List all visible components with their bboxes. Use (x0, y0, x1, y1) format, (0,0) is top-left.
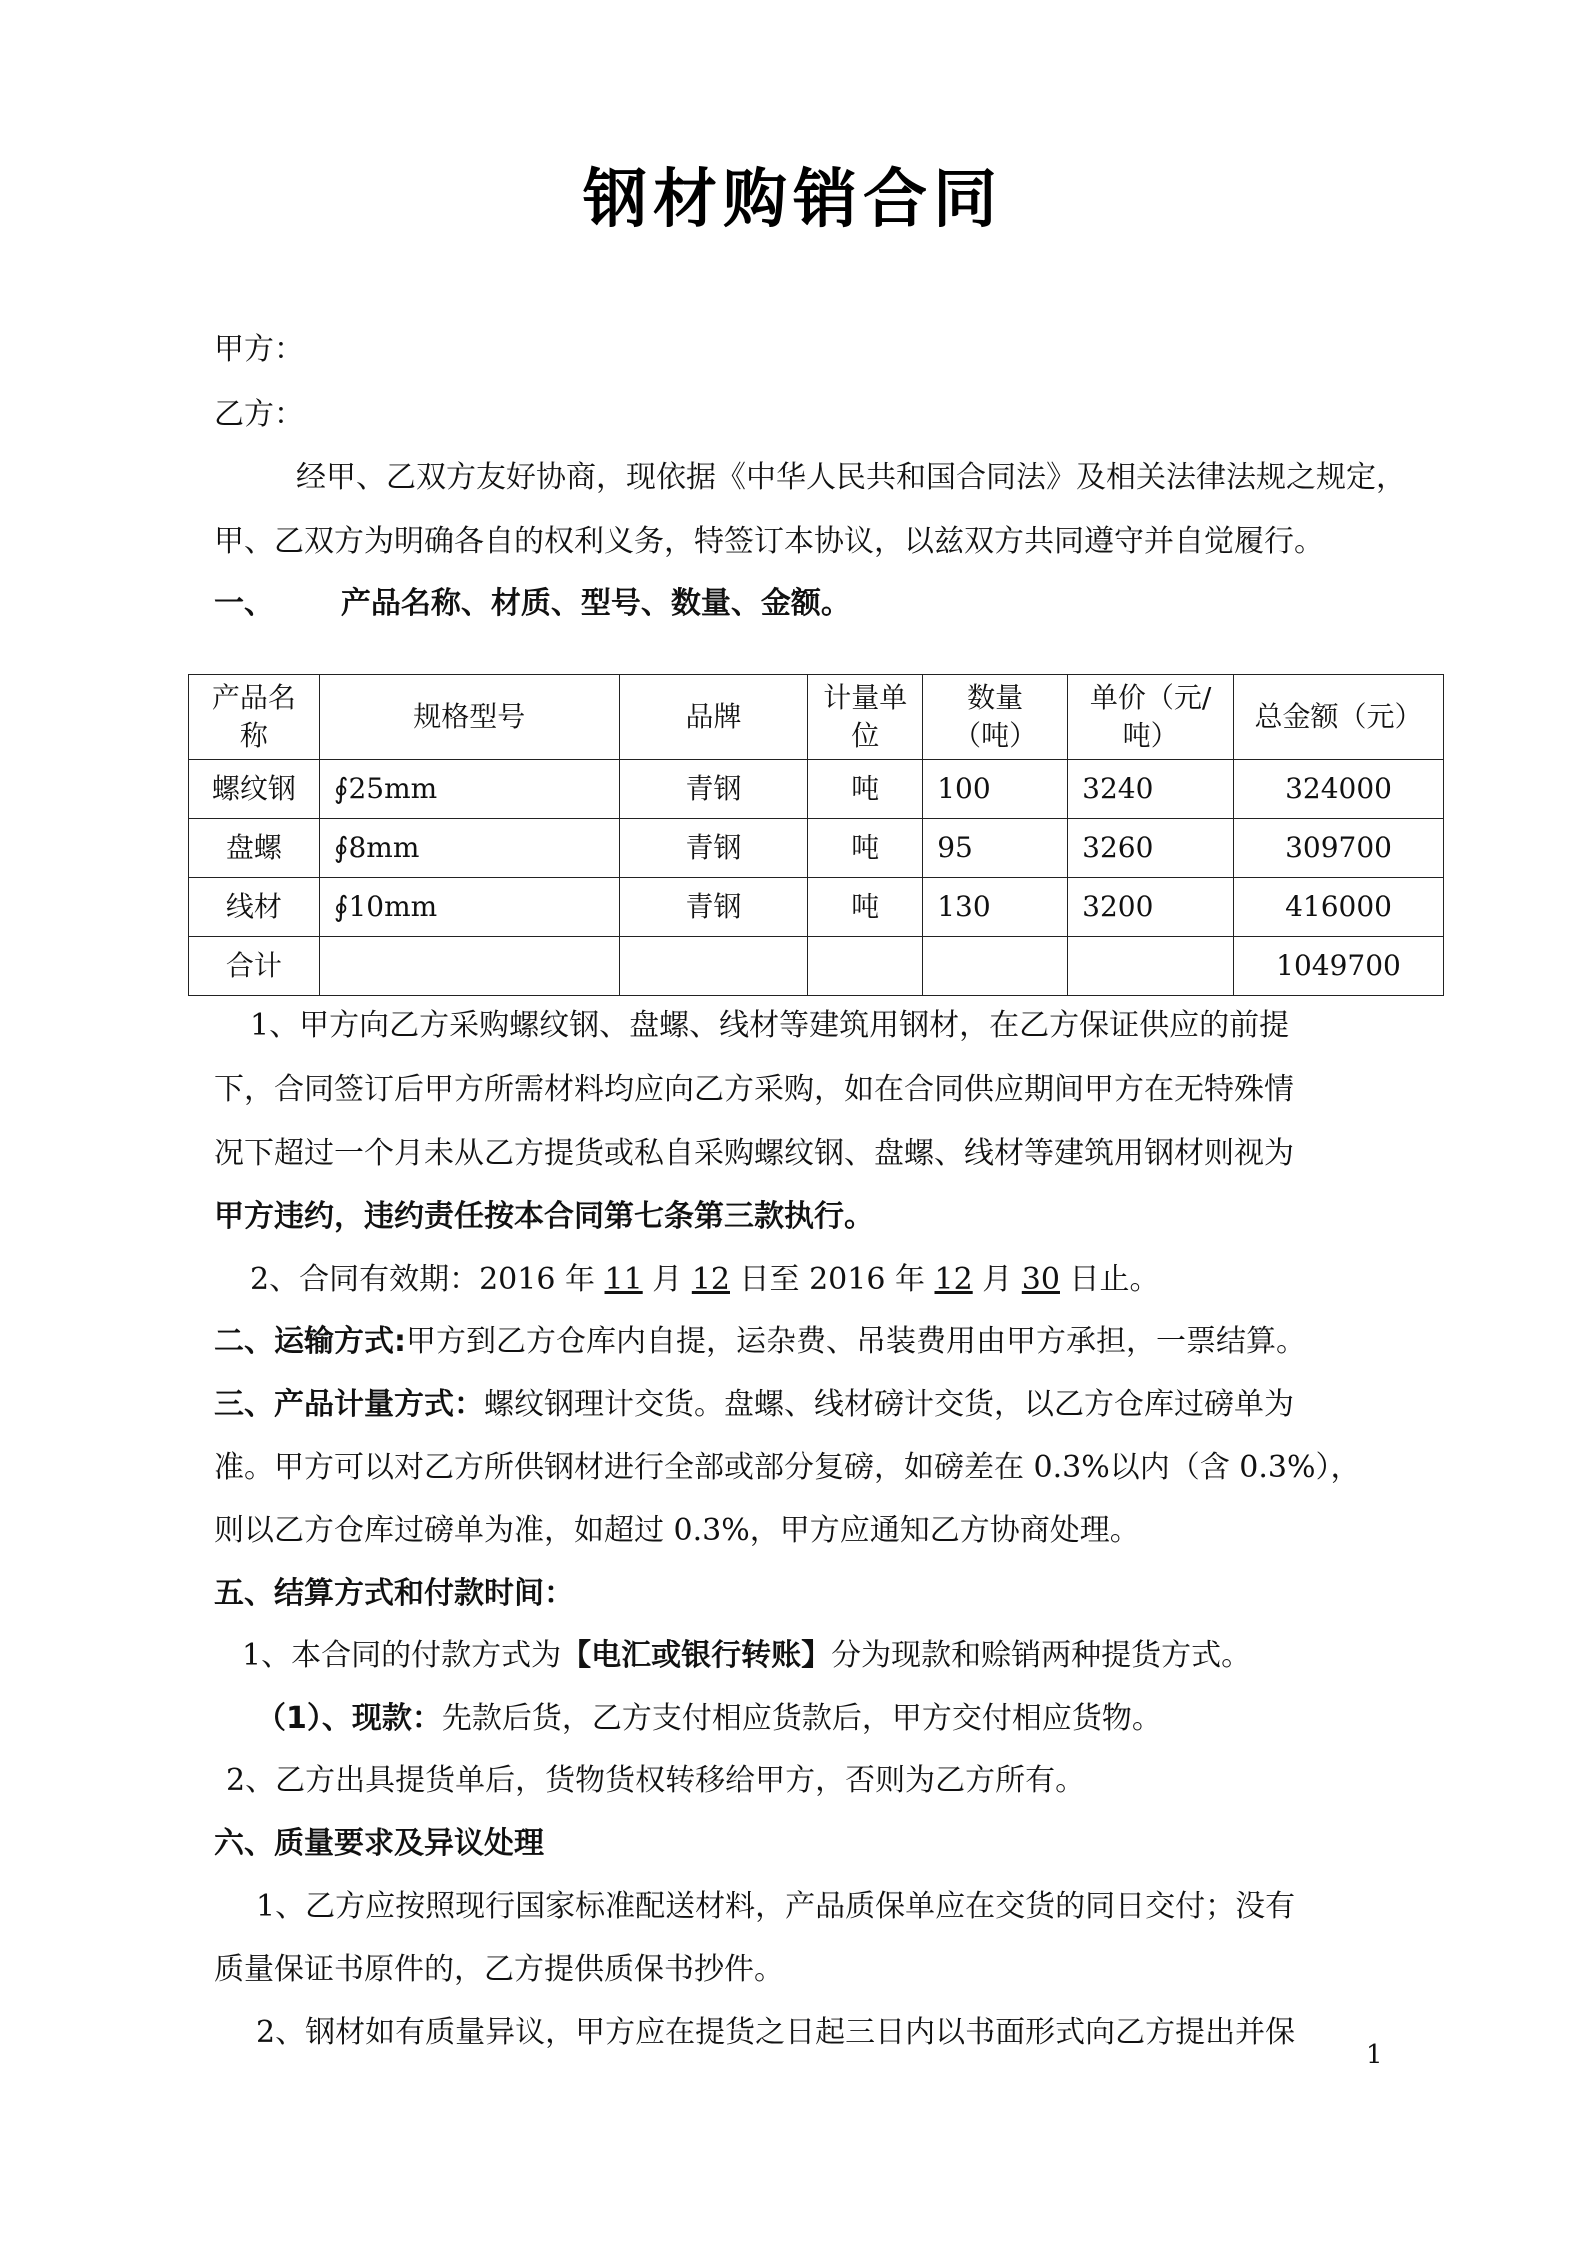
s5-sub1-text: 先款后货，乙方支付相应货款后，甲方交付相应货物。 (441, 1701, 1162, 1736)
cell-unit: 吨 (808, 819, 923, 878)
section-6-item-1-line-2: 质量保证书原件的，乙方提供质保书抄件。 (214, 1952, 784, 1987)
cell-brand: 青钢 (619, 819, 808, 878)
s5-item1-payment-method: 【电汇或银行转账】 (561, 1638, 832, 1673)
table-row (189, 878, 1444, 937)
validity-text: 日至 2016 年 (739, 1262, 925, 1297)
empty-cell (923, 937, 1068, 996)
cell-spec: ∮10mm (319, 878, 619, 937)
cell-product: 盘螺 (189, 819, 320, 878)
empty-cell (319, 937, 619, 996)
start-month: 11 (604, 1262, 643, 1297)
intro-line-1: 经甲、乙双方友好协商，现依据《中华人民共和国合同法》及相关法律法规之规定， (296, 460, 1406, 495)
section-1-title: 产品名称、材质、型号、数量、金额。 (340, 586, 851, 621)
cell-brand: 青钢 (619, 878, 808, 937)
section-5-item-1 (242, 1636, 1251, 1676)
s5-sub1-label: （1）、现款： (256, 1701, 442, 1736)
section-3-label: 三、产品计量方式： (214, 1387, 484, 1422)
validity-text: 月 (652, 1262, 683, 1297)
cell-product: 线材 (189, 878, 320, 937)
party-a-label: 甲方： (214, 332, 304, 367)
cell-total: 324000 (1234, 760, 1444, 819)
cell-unit: 吨 (808, 878, 923, 937)
section-2-text: 甲方到乙方仓库内自提，运杂费、吊装费用由甲方承担，一票结算。 (406, 1324, 1306, 1359)
s5-item1-text: 1、本合同的付款方式为 (242, 1638, 562, 1673)
section-2-label: 二、运输方式: (214, 1324, 406, 1359)
cell-spec: ∮25mm (319, 760, 619, 819)
end-day: 30 (1021, 1262, 1060, 1297)
table-total-row (189, 937, 1444, 996)
section-6-item-1-line-1: 1、乙方应按照现行国家标准配送材料，产品质保单应在交货的同日交付；没有 (256, 1889, 1296, 1924)
cell-unit-price: 3200 (1068, 878, 1234, 937)
section-1-heading (214, 584, 851, 624)
cell-quantity: 130 (923, 878, 1068, 937)
clause-1-line-1: 1、甲方向乙方采购螺纹钢、盘螺、线材等建筑用钢材，在乙方保证供应的前提 (250, 1008, 1290, 1043)
header-product-name: 产品名称 (189, 675, 320, 760)
cell-total: 309700 (1234, 819, 1444, 878)
section-3-text: 螺纹钢理计交货。盘螺、线材磅计交货，以乙方仓库过磅单为 (484, 1387, 1294, 1422)
total-value: 1049700 (1234, 937, 1444, 996)
cell-unit: 吨 (808, 760, 923, 819)
header-brand: 品牌 (619, 675, 808, 760)
section-1-number: 一、 (214, 586, 274, 621)
table-header-row (189, 675, 1444, 760)
document-title: 钢材购销合同 (583, 163, 1003, 237)
cell-product: 螺纹钢 (189, 760, 320, 819)
table-row (189, 819, 1444, 878)
empty-cell (808, 937, 923, 996)
cell-quantity: 95 (923, 819, 1068, 878)
cell-brand: 青钢 (619, 760, 808, 819)
cell-quantity: 100 (923, 760, 1068, 819)
cell-total: 416000 (1234, 878, 1444, 937)
section-3-line-3: 则以乙方仓库过磅单为准，如超过 0.3%，甲方应通知乙方协商处理。 (214, 1513, 1140, 1548)
validity-text: 日止。 (1069, 1262, 1160, 1297)
clause-2-validity (250, 1260, 1160, 1300)
page-number: 1 (1366, 2040, 1383, 2070)
product-table (188, 674, 1444, 996)
end-month: 12 (934, 1262, 973, 1297)
s5-item1-text-end: 分为现款和赊销两种提货方式。 (831, 1638, 1252, 1673)
header-spec: 规格型号 (319, 675, 619, 760)
clause-1-line-3: 况下超过一个月未从乙方提货或私自采购螺纹钢、盘螺、线材等建筑用钢材则视为 (214, 1136, 1294, 1171)
section-2-transport (214, 1322, 1306, 1362)
section-5-item-2: 2、乙方出具提货单后，货物货权转移给甲方，否则为乙方所有。 (226, 1763, 1086, 1798)
section-3-line-2: 准。甲方可以对乙方所供钢材进行全部或部分复磅，如磅差在 0.3%以内（含 0.3%）， (214, 1450, 1361, 1485)
validity-text: 月 (982, 1262, 1013, 1297)
cell-spec: ∮8mm (319, 819, 619, 878)
header-unit: 计量单位 (808, 675, 923, 760)
header-total: 总金额（元） (1234, 675, 1444, 760)
header-quantity: 数量（吨） (923, 675, 1068, 760)
section-5-heading: 五、结算方式和付款时间： (214, 1576, 574, 1611)
section-5-sub-1 (256, 1699, 1162, 1739)
clause-1-line-4: 甲方违约，违约责任按本合同第七条第三款执行。 (214, 1199, 874, 1234)
section-3-measurement (214, 1385, 1294, 1425)
cell-unit-price: 3240 (1068, 760, 1234, 819)
start-day: 12 (691, 1262, 730, 1297)
table-row (189, 760, 1444, 819)
empty-cell (1068, 937, 1234, 996)
party-b-label: 乙方： (214, 397, 304, 432)
cell-unit-price: 3260 (1068, 819, 1234, 878)
validity-prefix: 2、合同有效期：2016 年 (250, 1262, 595, 1297)
empty-cell (619, 937, 808, 996)
total-label: 合计 (189, 937, 320, 996)
section-6-item-2: 2、钢材如有质量异议，甲方应在提货之日起三日内以书面形式向乙方提出并保 (256, 2015, 1296, 2050)
section-6-heading: 六、质量要求及异议处理 (214, 1826, 544, 1861)
intro-line-2: 甲、乙双方为明确各自的权利义务，特签订本协议，以兹双方共同遵守并自觉履行。 (214, 524, 1324, 559)
header-unit-price: 单价（元/吨） (1068, 675, 1234, 760)
clause-1-line-2: 下，合同签订后甲方所需材料均应向乙方采购，如在合同供应期间甲方在无特殊情 (214, 1072, 1294, 1107)
